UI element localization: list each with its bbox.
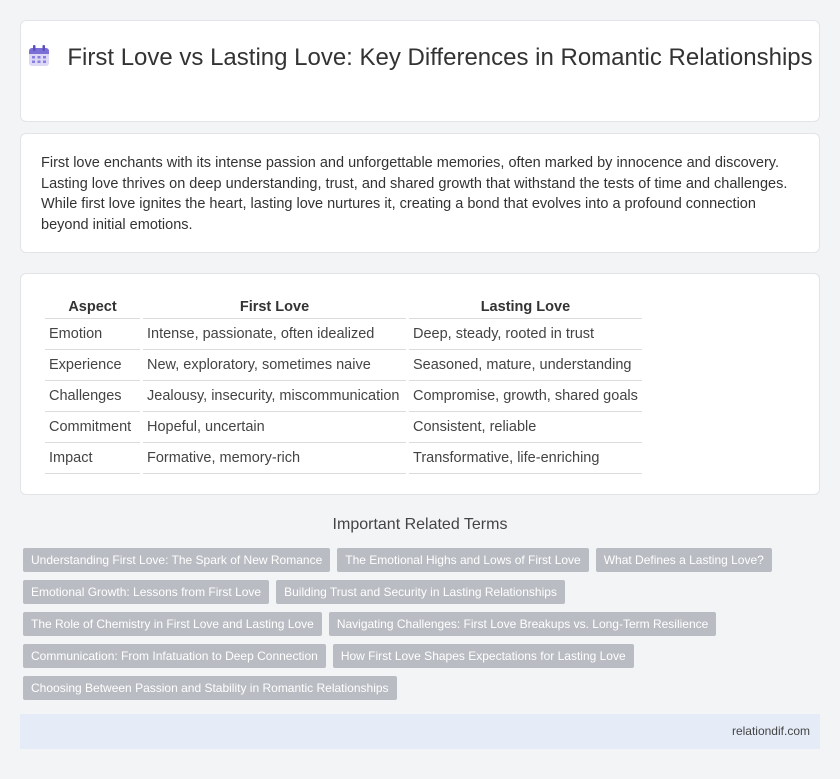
header-card bbox=[20, 20, 820, 122]
table-cell: Commitment bbox=[45, 412, 140, 443]
related-term-link[interactable]: Choosing Between Passion and Stability in Romantic Relationships bbox=[23, 676, 397, 700]
table-cell: Seasoned, mature, understanding bbox=[409, 350, 642, 381]
related-term-link[interactable]: Understanding First Love: The Spark of New Romance bbox=[23, 548, 330, 572]
column-header: Aspect bbox=[45, 295, 140, 319]
page-title: First Love vs Lasting Love: Key Differences in Romantic Relationships bbox=[67, 44, 813, 71]
related-terms-heading: Important Related Terms bbox=[332, 516, 508, 533]
site-name[interactable]: relationdif.com bbox=[731, 724, 810, 738]
calendar-icon bbox=[27, 44, 51, 68]
table-cell: Transformative, life-enriching bbox=[409, 443, 642, 474]
table-cell: Hopeful, uncertain bbox=[143, 412, 406, 443]
table-cell: Deep, steady, rooted in trust bbox=[409, 319, 642, 350]
table-row bbox=[45, 319, 642, 350]
related-term-link[interactable]: The Role of Chemistry in First Love and Lasting Love bbox=[23, 612, 322, 636]
footer bbox=[20, 714, 820, 749]
table-cell: Compromise, growth, shared goals bbox=[409, 381, 642, 412]
column-header: Lasting Love bbox=[409, 295, 642, 319]
related-term-link[interactable]: Building Trust and Security in Lasting Relationships bbox=[276, 580, 565, 604]
related-term-link[interactable]: Navigating Challenges: First Love Breakups vs. Long-Term Resilience bbox=[329, 612, 717, 636]
table-row bbox=[45, 443, 642, 474]
table-cell: Impact bbox=[45, 443, 140, 474]
table-row bbox=[45, 412, 642, 443]
related-terms-list bbox=[23, 548, 803, 708]
related-term-link[interactable]: What Defines a Lasting Love? bbox=[596, 548, 772, 572]
table-cell: Emotion bbox=[45, 319, 140, 350]
table-cell: Consistent, reliable bbox=[409, 412, 642, 443]
table-row bbox=[45, 381, 642, 412]
table-header-row bbox=[45, 295, 642, 319]
related-term-link[interactable]: How First Love Shapes Expectations for Lasting Love bbox=[333, 644, 634, 668]
summary-card bbox=[20, 133, 820, 253]
page-header bbox=[21, 43, 819, 72]
comparison-table bbox=[42, 295, 645, 474]
related-term-link[interactable]: The Emotional Highs and Lows of First Love bbox=[337, 548, 588, 572]
column-header: First Love bbox=[143, 295, 406, 319]
table-cell: New, exploratory, sometimes naive bbox=[143, 350, 406, 381]
table-cell: Experience bbox=[45, 350, 140, 381]
table-row bbox=[45, 350, 642, 381]
table-cell: Jealousy, insecurity, miscommunication bbox=[143, 381, 406, 412]
related-term-link[interactable]: Emotional Growth: Lessons from First Love bbox=[23, 580, 269, 604]
summary-paragraph: First love enchants with its intense passion and unforgettable memories, often marked by innocence and discovery. Lasting love thrives on deep understanding, trust, and shared growth that withstand the tests of time and challenges. While first love ignites the heart, lasting love nurtures it, creating a bond that evolves into a profound connection beyond initial emotions. bbox=[41, 155, 788, 233]
table-cell: Formative, memory-rich bbox=[143, 443, 406, 474]
table-cell: Intense, passionate, often idealized bbox=[143, 319, 406, 350]
comparison-card bbox=[20, 273, 820, 495]
related-term-link[interactable]: Communication: From Infatuation to Deep Connection bbox=[23, 644, 326, 668]
table-cell: Challenges bbox=[45, 381, 140, 412]
